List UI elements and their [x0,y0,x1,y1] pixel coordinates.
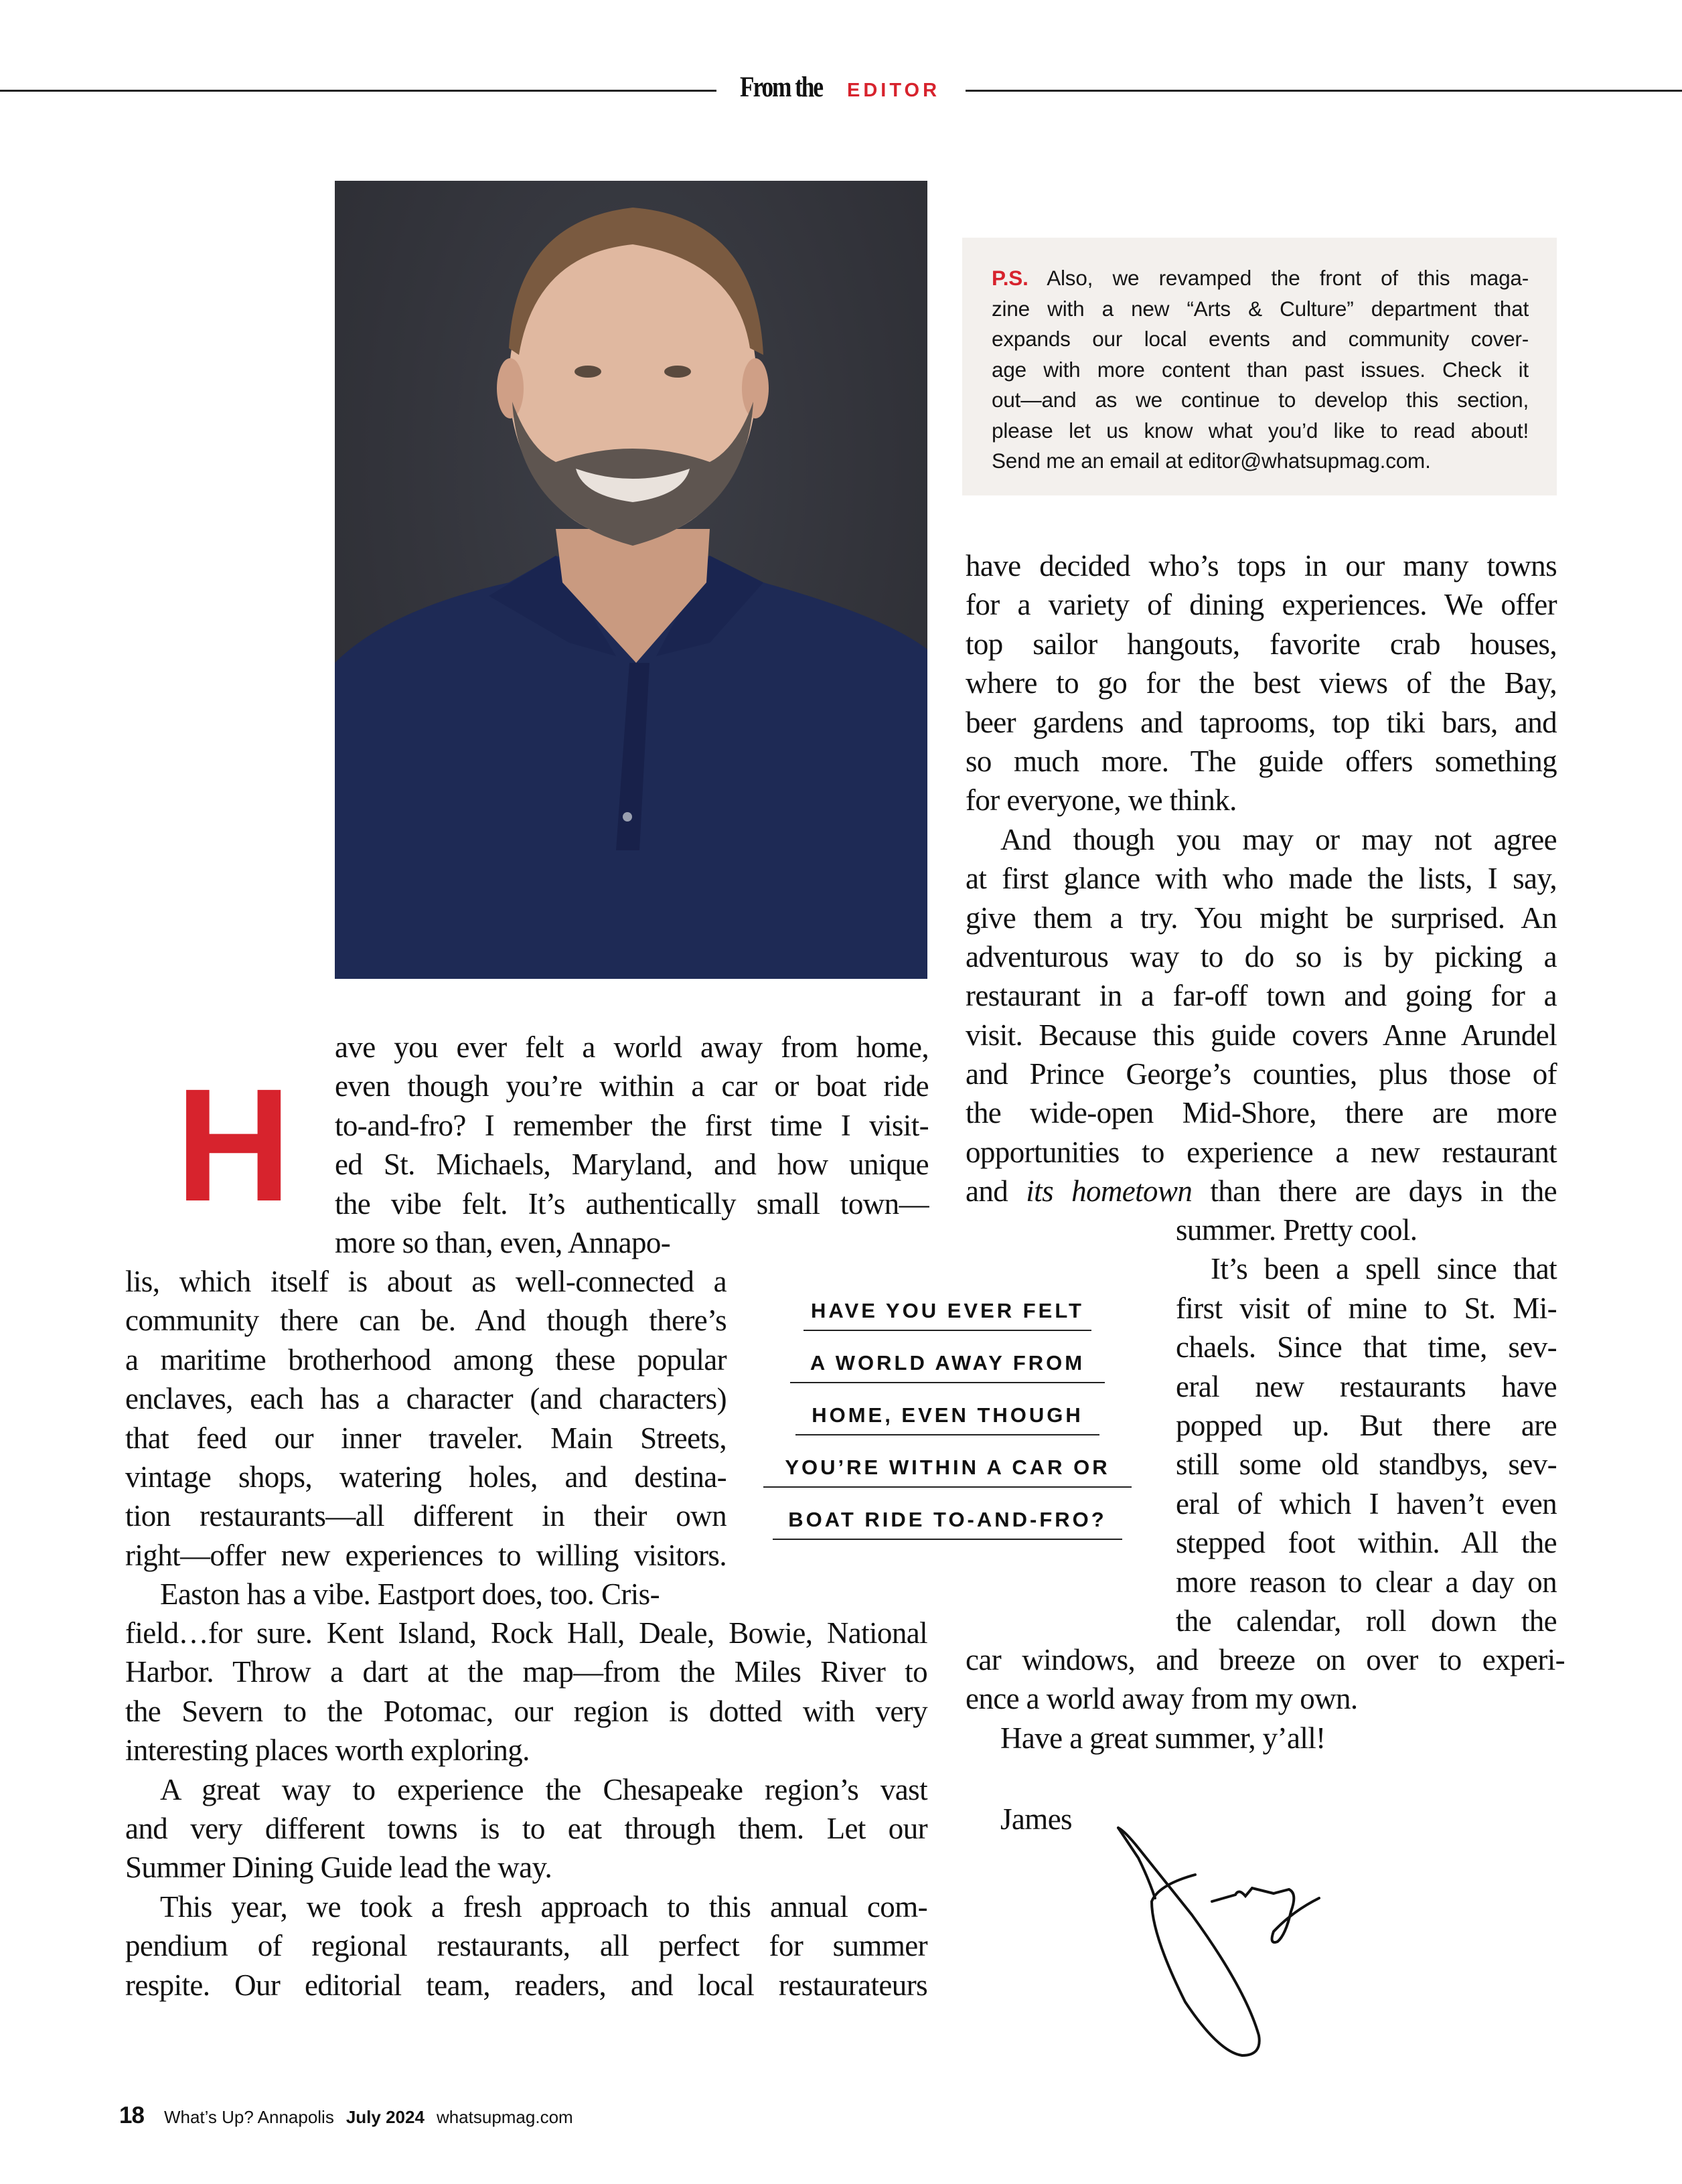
pull-quote-rule [795,1434,1099,1435]
button-detail [623,812,632,822]
article-line: right—offer new experiences to willing visitors. [125,1538,727,1572]
pull-quote-rule [790,1382,1105,1383]
article-line: the wide-open Mid-Shore, there are more [966,1096,1557,1130]
article-line: so much more. The guide offers something [966,744,1557,778]
ps-line: zine with a new “Arts & Culture” department that [992,296,1529,321]
article-line: at first glance with who made the lists, I say, [966,862,1557,896]
ps-line: please let us know what you’d like to read about! [992,418,1529,443]
article-line: have decided who’s tops in our many towns [966,549,1557,582]
ps-line: expands our local events and community cover- [992,327,1529,351]
header-rule-left [0,90,716,92]
article-line: the calendar, roll down the [1176,1604,1557,1638]
article-line: interesting places worth exploring. [125,1733,530,1768]
article-line: eral new restaurants have [1176,1369,1557,1403]
article-line: and Prince George’s counties, plus those of [966,1057,1557,1091]
issue-date: July 2024 [346,2107,425,2127]
ps-line: out—and as we continue to develop this section, [992,388,1529,412]
article-intro-block [335,1028,929,1262]
editor-portrait-photo [335,181,927,979]
ps-label: P.S. [992,266,1028,290]
article-line: field…for sure. Kent Island, Rock Hall, Deale, Bowie, National [125,1616,927,1650]
article-line: Easton has a vibe. Eastport does, too. Cris- [160,1577,660,1612]
article-line: Have a great summer, y’all! [1000,1721,1326,1755]
article-line: and very different towns is to eat through them. Let our [125,1811,927,1845]
pull-quote-rule [804,1330,1091,1331]
drop-cap: H [175,1055,292,1235]
article-right-closing-block [966,1640,1565,1758]
header-rule-right [966,90,1682,92]
italic-emphasis: its hometown [1026,1174,1193,1208]
article-line: And though you may or may not agree [1000,822,1557,856]
article-left-block [125,1262,727,1614]
article-line: ence a world away from my own. [966,1682,1358,1716]
article-line: opportunities to experience a new restaurant [966,1135,1557,1169]
article-line: for a variety of dining experiences. We offer [966,588,1557,622]
pull-quote-rule [773,1539,1122,1540]
article-line: more reason to clear a day on [1176,1565,1557,1599]
ps-line: age with more content than past issues. Check it [992,357,1529,382]
article-line: popped up. But there are [1176,1408,1557,1442]
article-line: more so than, even, Annapo- [335,1225,671,1259]
ps-line: Also, we revamped the front of this maga- [1028,266,1529,290]
article-line: chaels. Since that time, sev- [1176,1330,1557,1364]
pull-quote-rule [763,1486,1132,1488]
article-line: Harbor. Throw a dart at the map—from the Miles River to [125,1655,927,1689]
article-line: a maritime brotherhood among these popular [125,1342,727,1377]
article-line: to-and-fro? I remember the first time I visit- [335,1108,929,1142]
article-line: and its hometown than there are days in the [966,1174,1557,1208]
page-footer [119,2102,573,2136]
article-line: for everyone, we think. [966,783,1237,817]
article-line: restaurant in a far-off town and going for a [966,979,1557,1013]
ps-text [992,263,1529,477]
article-line: ave you ever felt a world away from home, [335,1030,929,1064]
pull-quote-line: BOAT RIDE TO-AND-FRO? [763,1501,1132,1553]
article-line: ed St. Michaels, Maryland, and how unique [335,1148,929,1182]
section-header-prefix: From the [740,72,822,103]
section-header [740,71,947,108]
article-line: where to go for the best views of the Bay, [966,666,1557,700]
publication-name: What’s Up? Annapolis [163,2107,334,2127]
article-line: vintage shops, watering holes, and destina- [125,1460,727,1494]
article-line: lis, which itself is about as well-connected a [125,1265,727,1298]
article-line: community there can be. And though there’s [125,1304,727,1338]
article-line: This year, we took a fresh approach to this annual com- [160,1889,927,1924]
article-line: beer gardens and taprooms, top tiki bars, and [966,705,1557,739]
article-line: give them a try. You might be surprised. An [966,901,1557,935]
pull-quote [763,1292,1132,1553]
article-line: tion restaurants—all different in their own [125,1499,727,1533]
article-line: that feed our inner traveler. Main Streets, [125,1421,727,1455]
pull-quote-line: A WORLD AWAY FROM [763,1344,1132,1397]
pull-quote-line: HAVE YOU EVER FELT [763,1292,1132,1344]
article-line: car windows, and breeze on over to experi- [966,1643,1565,1676]
article-line: respite. Our editorial team, readers, and local restaurateurs [125,1968,927,2002]
signature-icon [1098,1801,1339,2062]
article-line: first visit of mine to St. Mi- [1176,1291,1557,1325]
section-header-label: EDITOR [847,80,941,101]
ps-line: Send me an email at editor@whatsupmag.com. [992,449,1431,473]
article-right-narrow-block [1176,1211,1557,1640]
article-line: the vibe felt. It’s authentically small town— [335,1186,929,1221]
article-line: top sailor hangouts, favorite crab houses, [966,627,1557,661]
page-number: 18 [119,2102,144,2128]
article-line: pendium of regional restaurants, all perfect for summer [125,1929,927,1963]
article-line: enclaves, each has a character (and characters) [125,1382,727,1416]
article-line: visit. Because this guide covers Anne Arundel [966,1018,1557,1052]
website-link[interactable]: whatsupmag.com [436,2107,573,2127]
signoff-name: James [1000,1802,1072,1836]
article-line: the Severn to the Potomac, our region is dotted with very [125,1694,927,1728]
article-line: A great way to experience the Chesapeake region’s vast [160,1772,927,1806]
article-line: adventurous way to do so is by picking a [966,939,1557,973]
article-line: stepped foot within. All the [1176,1526,1557,1560]
article-line: eral of which I haven’t even [1176,1486,1557,1520]
ps-callout-box [962,238,1557,495]
article-right-block [966,546,1557,1211]
article-line: It’s been a spell since that [1211,1252,1557,1286]
pull-quote-line: HOME, EVEN THOUGH [763,1397,1132,1449]
article-line: even though you’re within a car or boat ride [335,1069,929,1103]
pull-quote-line: YOU’RE WITHIN A CAR OR [763,1449,1132,1501]
article-line: summer. Pretty cool. [1176,1213,1418,1247]
article-line: still some old standbys, sev- [1176,1448,1557,1482]
portrait-illustration [335,181,927,979]
article-left-lower-block [125,1614,927,2005]
article-line: Summer Dining Guide lead the way. [125,1851,552,1885]
